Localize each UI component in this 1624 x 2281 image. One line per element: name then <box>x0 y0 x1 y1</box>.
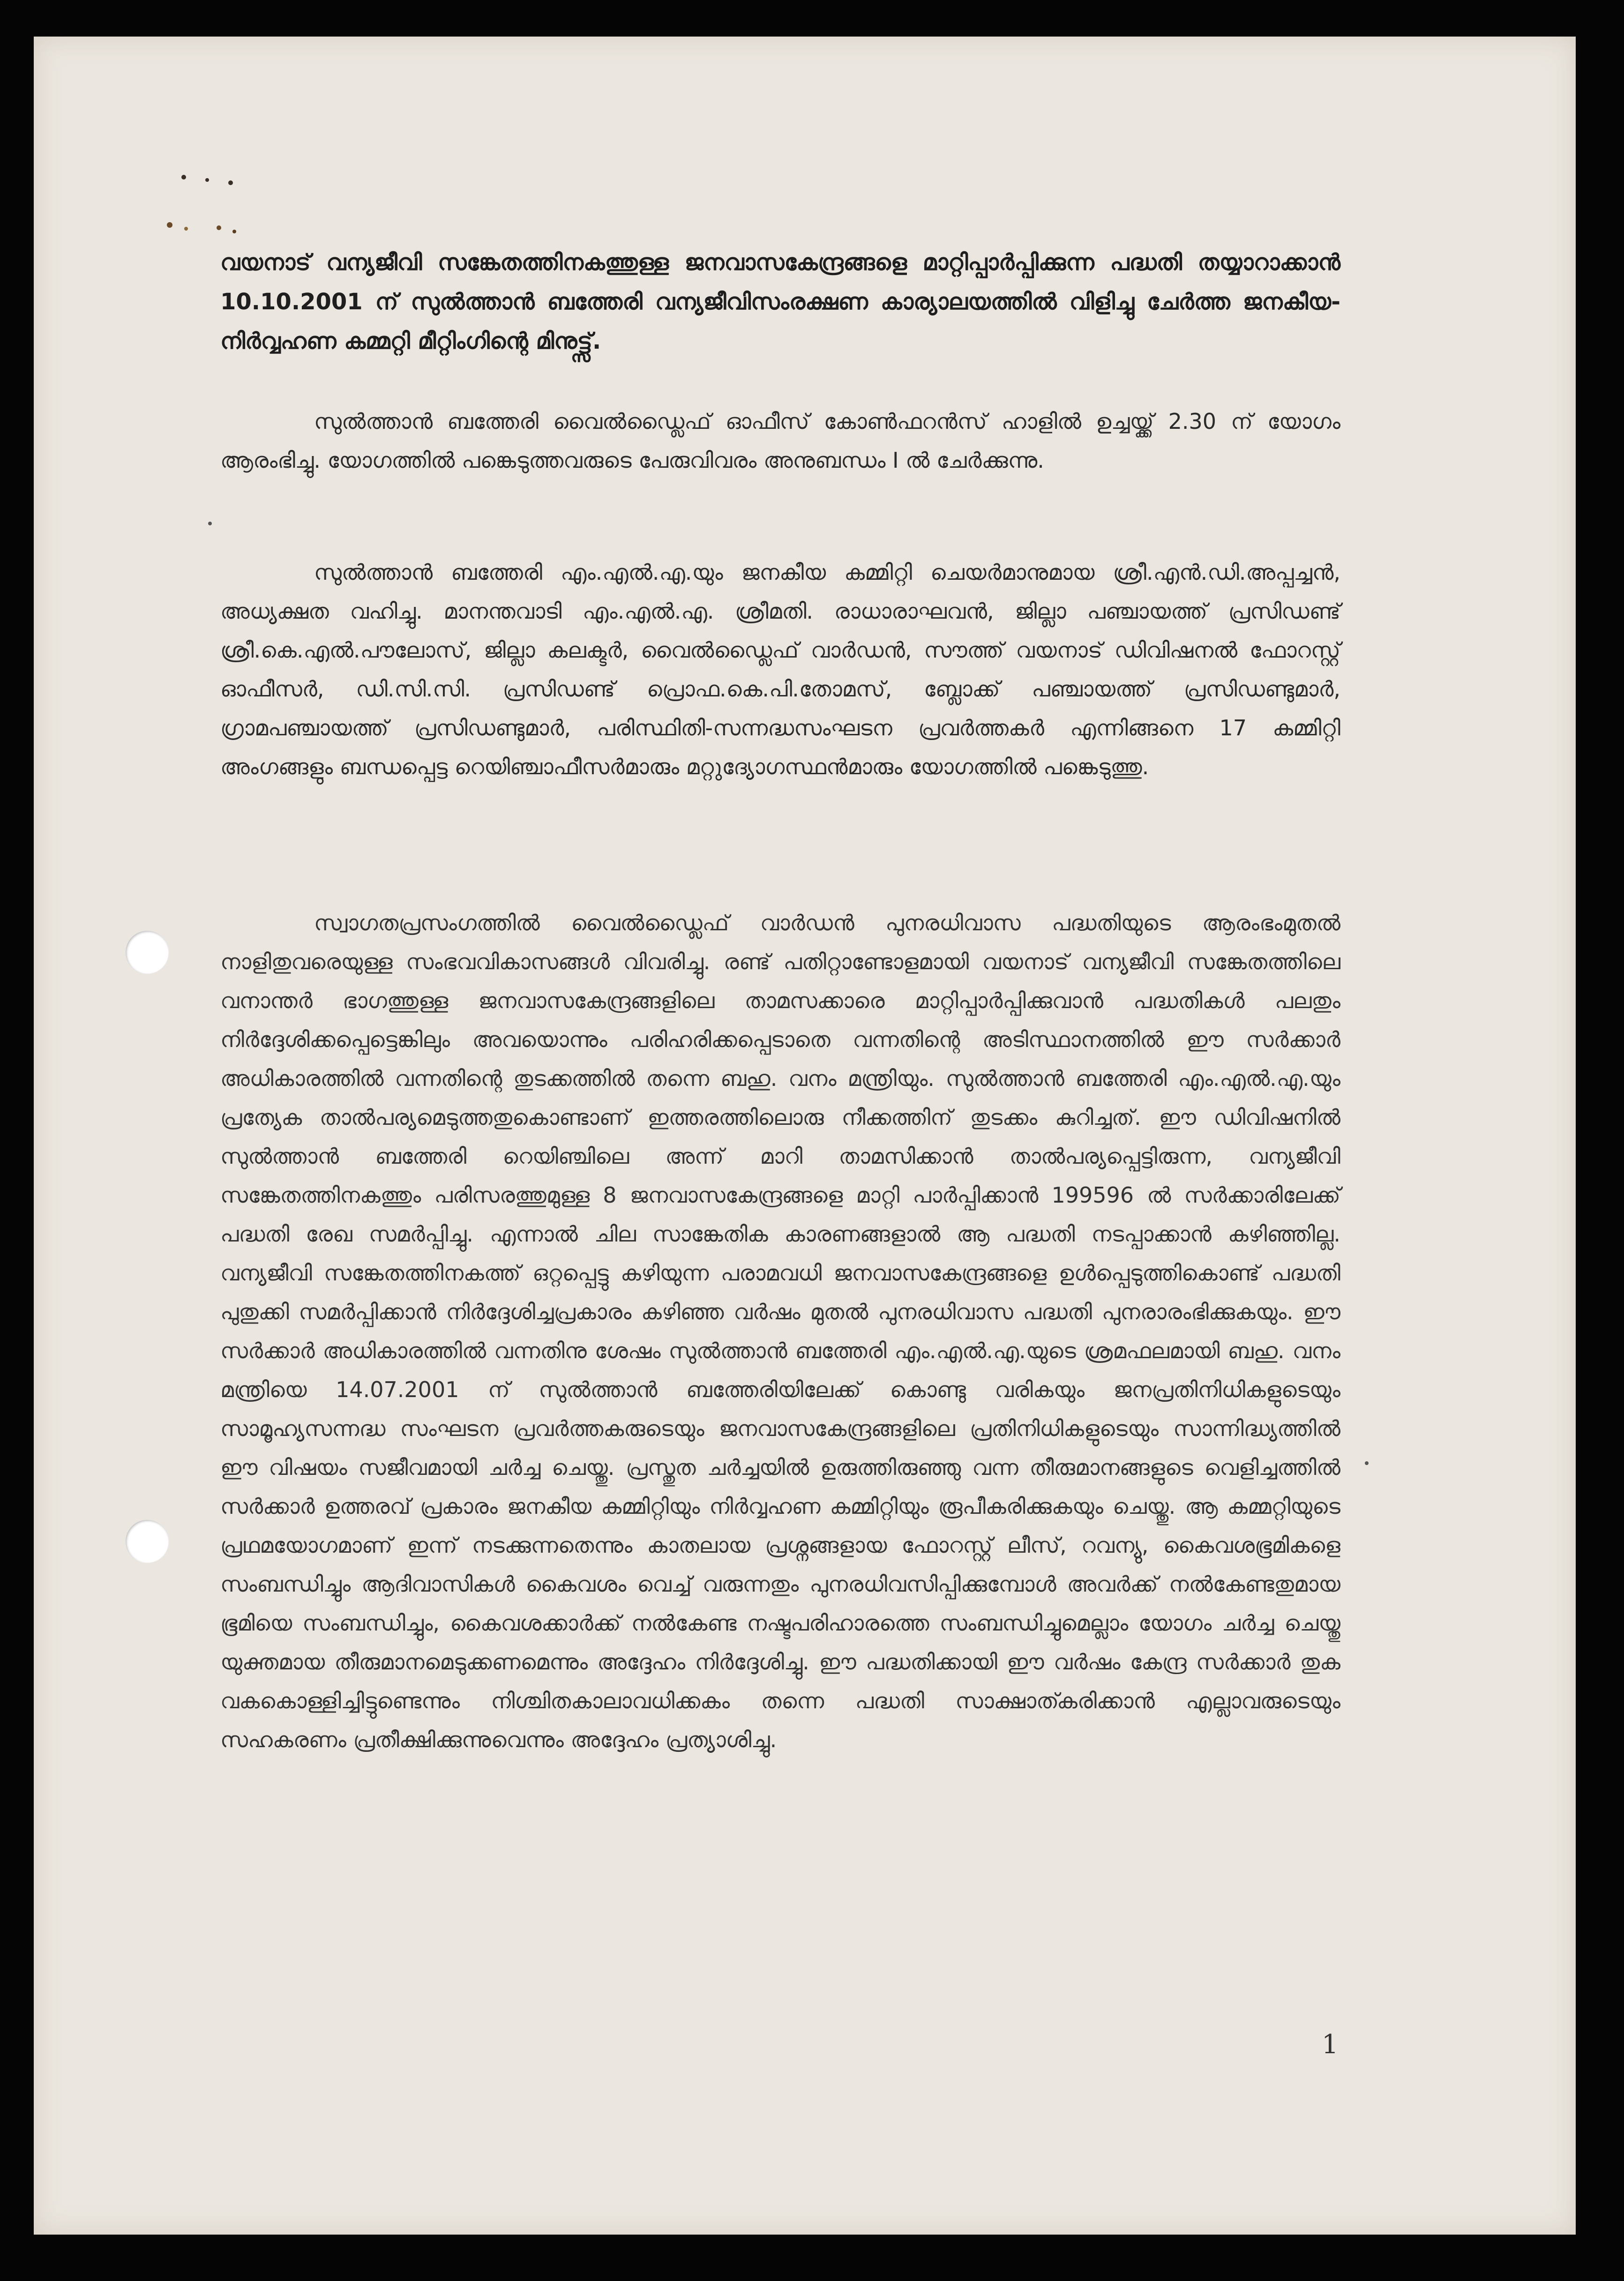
paragraph-attendees: സുൽത്താൻ ബത്തേരി എം.എൽ.എ.യും ജനകീയ കമ്മിറ്റി ചെയർമാനുമായ ശ്രീ.എൻ.ഡി.അപ്പച്ചൻ, അധ്യക്ഷത വഹിച്ചു. മാനന്തവാടി എം.എൽ.എ. ശ്രീമതി. രാധാരാഘവൻ, ജില്ലാ പഞ്ചായത്ത് പ്രസിഡണ്ട് ശ്രീ.കെ.എൽ.പൗലോസ്, ജില്ലാ കലക്ടർ, വൈൽഡ്ലൈഫ് വാർഡൻ, സൗത്ത് വയനാട് ഡിവിഷനൽ ഫോറസ്റ്റ് ഓഫീസർ, ഡി.സി.സി. പ്രസിഡണ്ട് പ്രൊഫ.കെ.പി.തോമസ്, ബ്ലോക്ക് പഞ്ചായത്ത് പ്രസിഡണ്ടുമാർ, ഗ്രാമപഞ്ചായത്ത് പ്രസിഡണ്ടുമാർ, പരിസ്ഥിതി-സന്നദ്ധസംഘടന പ്രവർത്തകർ എന്നിങ്ങനെ 17 കമ്മിറ്റി അംഗങ്ങളും ബന്ധപ്പെട്ട റെയിഞ്ചാഫീസർമാരും മറ്റുദ്യോഗസ്ഥൻമാരും യോഗത്തിൽ പങ്കെടുത്തു. <box>220 560 1340 779</box>
punch-hole-top <box>126 931 169 974</box>
paragraph-welcome-speech: സ്വാഗതപ്രസംഗത്തിൽ വൈൽഡ്ലൈഫ് വാർഡൻ പുനരധിവാസ പദ്ധതിയുടെ ആരംഭംമുതൽ നാളിതുവരെയുള്ള സംഭവവികാസങ്ങൾ വിവരിച്ചു. രണ്ട് പതിറ്റാണ്ടോളമായി വയനാട് വന്യജീവി സങ്കേതത്തിലെ വനാന്തർ ഭാഗത്തുള്ള ജനവാസകേന്ദ്രങ്ങളിലെ താമസക്കാരെ മാറ്റിപ്പാർപ്പിക്കുവാൻ പദ്ധതികൾ പലതും നിർദ്ദേശിക്കപ്പെട്ടെങ്കിലും അവയൊന്നും പരിഹരിക്കപ്പെടാതെ വന്നതിന്റെ അടിസ്ഥാനത്തിൽ ഈ സർക്കാർ അധികാരത്തിൽ വന്നതിന്റെ തുടക്കത്തിൽ തന്നെ ബഹു. വനം മന്ത്രിയും. സുൽത്താൻ ബത്തേരി എം.എൽ.എ.യും പ്രത്യേക താൽപര്യമെടുത്തതുകൊണ്ടാണ് ഇത്തരത്തിലൊരു നീക്കത്തിന് തുടക്കം കുറിച്ചത്. ഈ ഡിവിഷനിൽ സുൽത്താൻ ബത്തേരി റെയിഞ്ചിലെ അന്ന് മാറി താമസിക്കാൻ താൽപര്യപ്പെട്ടിരുന്ന, വന്യജീവി സങ്കേതത്തിനകത്തും പരിസരത്തുമുള്ള 8 ജനവാസകേന്ദ്രങ്ങളെ മാറ്റി പാർപ്പിക്കാൻ 199596 ൽ സർക്കാരിലേക്ക് പദ്ധതി രേഖ സമർപ്പിച്ചു. എന്നാൽ ചില സാങ്കേതിക കാരണങ്ങളാൽ ആ പദ്ധതി നടപ്പാക്കാൻ കഴിഞ്ഞില്ല. വന്യജീവി സങ്കേതത്തിനകത്ത് ഒറ്റപ്പെട്ടു കഴിയുന്ന പരാമവധി ജനവാസകേന്ദ്രങ്ങളെ ഉൾപ്പെടുത്തികൊണ്ട് പദ്ധതി പുതുക്കി സമർപ്പിക്കാൻ നിർദ്ദേശിച്ചപ്രകാരം കഴിഞ്ഞ വർഷം മുതൽ പുനരധിവാസ പദ്ധതി പുനരാരംഭിക്കുകയും. ഈ സർക്കാർ അധികാരത്തിൽ വന്നതിനു ശേഷം സുൽത്താൻ ബത്തേരി എം.എൽ.എ.യുടെ ശ്രമഫലമായി ബഹു. വനം മന്ത്രിയെ 14.07.2001 ന് സുൽത്താൻ ബത്തേരിയിലേക്ക് കൊണ്ടു വരികയും ജനപ്രതിനിധികളുടെയും സാമൂഹ്യസന്നദ്ധ സംഘടന പ്രവർത്തകരുടെയും ജനവാസകേന്ദ്രങ്ങളിലെ പ്രതിനിധികളുടെയും സാന്നിദ്ധ്യത്തിൽ ഈ വിഷയം സജീവമായി ചർച്ച ചെയ്തു. പ്രസ്തുത ചർച്ചയിൽ ഉരുത്തിരുഞ്ഞു വന്ന തീരുമാനങ്ങളുടെ വെളിച്ചത്തിൽ സർക്കാർ ഉത്തരവ് പ്രകാരം ജനകീയ കമ്മിറ്റിയും നിർവ്വഹണ കമ്മിറ്റിയും രൂപീകരിക്കുകയും ചെയ്തു. ആ കമ്മറ്റിയുടെ പ്രഥമയോഗമാണ് ഇന്ന് നടക്കുന്നതെന്നും കാതലായ പ്രശ്നങ്ങളായ ഫോറസ്റ്റ് ലീസ്, റവന്യു, കൈവശഭൂമികളെ സംബന്ധിച്ചും ആദിവാസികൾ കൈവശം വെച്ച് വരുന്നതും പുനരധിവസിപ്പിക്കുമ്പോൾ അവർക്ക് നൽകേണ്ടതുമായ ഭൂമിയെ സംബന്ധിച്ചും, കൈവശക്കാർക്ക് നൽകേണ്ട നഷ്ടപരിഹാരത്തെ സംബന്ധിച്ചുമെല്ലാം യോഗം ചർച്ച ചെയ്തു യുക്തമായ തീരുമാനമെടുക്കണമെന്നും അദ്ദേഹം നിർദ്ദേശിച്ചു. ഈ പദ്ധതിക്കായി ഈ വർഷം കേന്ദ്ര സർക്കാർ തുക വകകൊള്ളിച്ചിട്ടുണ്ടെന്നും നിശ്ചിതകാലാവധിക്കകം തന്നെ പദ്ധതി സാക്ഷാത്കരിക്കാൻ എല്ലാവരുടെയും സഹകരണം പ്രതീക്ഷിക്കുന്നുവെന്നും അദ്ദേഹം പ്രത്യാശിച്ചു. <box>220 910 1340 1752</box>
paragraph-meeting-start: സുൽത്താൻ ബത്തേരി വൈൽഡ്ലൈഫ് ഓഫീസ് കോൺഫറൻസ് ഹാളിൽ ഉച്ചയ്ക്ക് 2.30 ന് യോഗം ആരംഭിച്ചു. യോഗത്തിൽ പങ്കെടുത്തവരുടെ പേരുവിവരം അനുബന്ധം I ൽ ചേർക്കുന്നു. <box>220 409 1340 473</box>
paper-specks <box>160 172 254 238</box>
document-heading: വയനാട് വന്യജീവി സങ്കേതത്തിനകത്തുള്ള ജനവാസകേന്ദ്രങ്ങളെ മാറ്റിപ്പാർപ്പിക്കുന്ന പദ്ധതി തയ്യാറാക്കാൻ 10.10.2001 ന് സുൽത്താൻ ബത്തേരി വന്യജീവിസംരക്ഷണ കാര്യാലയത്തിൽ വിളിച്ചു ചേർത്ത ജനകീയ-നിർവ്വഹണ കമ്മറ്റി മീറ്റിംഗിന്റെ മിനുട്ട്സ്. <box>220 249 1340 354</box>
margin-dot <box>1365 1461 1369 1465</box>
margin-dot <box>208 522 212 525</box>
punch-hole-bottom <box>126 1520 169 1563</box>
page-number: 1 <box>1322 2029 1339 2060</box>
